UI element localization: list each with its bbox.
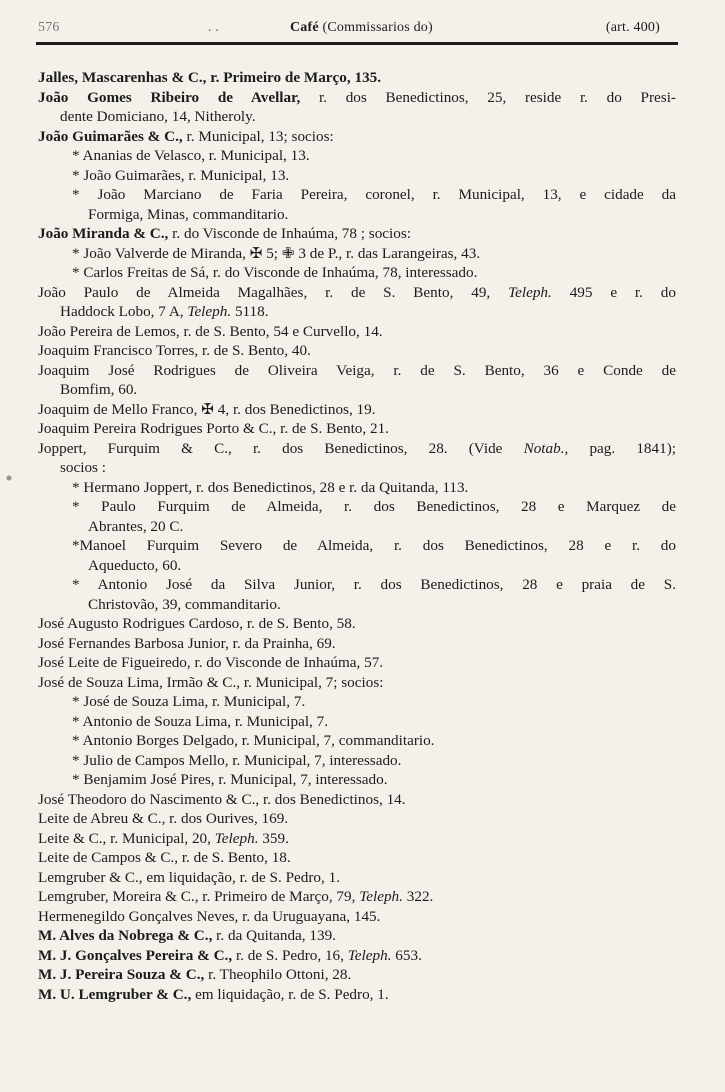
entry-text: M. J. Gonçalves Pereira & C., <box>38 946 236 964</box>
entry-line <box>36 634 676 654</box>
entry-line <box>36 322 676 342</box>
article-number: (art. 400) <box>605 20 660 35</box>
entry-text: dente Domiciano, 14, Nitheroly. <box>60 108 256 125</box>
entry-line <box>36 770 676 790</box>
entry-line <box>36 712 676 732</box>
entry-line <box>36 263 676 283</box>
entry-line <box>36 751 676 771</box>
entry-line <box>36 517 676 537</box>
entry-line <box>36 88 676 108</box>
entry-line <box>36 166 676 186</box>
entry-text: r. Municipal, 13; socios: <box>186 127 334 145</box>
header-rule <box>36 42 678 45</box>
entry-text: M. J. Pereira Souza & C., <box>38 966 209 983</box>
entry-line <box>36 400 676 420</box>
entry-line <box>36 283 676 303</box>
entry-text: r. Theophilo Ottoni, 28. <box>208 966 352 983</box>
entry-text: José Fernandes Barbosa Junior, r. da Prainha, 69. <box>38 634 336 652</box>
entry-text: João Paulo de Almeida Magalhães, r. de S. Bento, 49, <box>38 283 509 301</box>
entry-text: socios : <box>60 459 106 476</box>
entry-text: Haddock Lobo, 7 A, <box>60 303 188 320</box>
entry-line <box>36 829 676 849</box>
entry-line <box>36 809 676 829</box>
entry-text: r. de S. Pedro, 16, <box>235 946 348 964</box>
entry-line <box>36 946 676 966</box>
entry-text: Leite de Campos & C., r. de S. Bento, 18. <box>38 849 291 866</box>
entry-text: Leite & C., r. Municipal, 20, <box>38 829 215 847</box>
entry-text: José de Souza Lima, Irmão & C., r. Municipal, 7; socios: <box>38 673 384 691</box>
entry-text: João Pereira de Lemos, r. de S. Bento, 54 e Curvello, 14. <box>38 322 383 340</box>
entry-text: * Ananias de Velasco, r. Municipal, 13. <box>72 147 310 164</box>
entry-line <box>36 458 676 478</box>
entry-line <box>36 185 676 205</box>
entry-line <box>36 302 676 322</box>
entry-line <box>36 868 676 888</box>
entry-text: Joaquim de Mello Franco, ✠ 4, r. dos Benedictinos, 19. <box>38 400 376 418</box>
entry-text: 653. <box>391 946 422 964</box>
entry-line <box>36 926 676 946</box>
entry-line <box>36 205 676 225</box>
entry-line <box>36 556 676 576</box>
entry-text: r. da Quitanda, 139. <box>216 927 336 944</box>
entry-text: , pag. 1841); <box>564 439 676 457</box>
entry-text: Lemgruber & C., em liquidação, r. de S. Pedro, 1. <box>38 868 340 886</box>
entry-text: * Paulo Furquim de Almeida, r. dos Benedictinos, 28 e Marquez de <box>72 498 676 515</box>
entry-line <box>36 341 676 361</box>
entry-line <box>36 673 676 693</box>
entry-text: João Guimarães & C., <box>38 127 187 145</box>
entry-text: Teleph. <box>508 283 552 301</box>
title-subtitle: (Commissarios do) <box>322 20 433 35</box>
entry-text: M. Alves da Nobrega & C., <box>38 927 217 944</box>
header-dots: . . <box>208 20 220 35</box>
entry-text: * José de Souza Lima, r. Municipal, 7. <box>72 693 306 710</box>
title-main: Café <box>290 20 319 35</box>
entry-line <box>36 497 676 517</box>
page-header <box>36 20 690 44</box>
entry-line <box>36 361 676 381</box>
entry-line <box>36 595 676 615</box>
entry-text: *Manoel Furquim Severo de Almeida, r. dos Benedictinos, 28 e r. do <box>72 537 676 554</box>
entry-text: José Augusto Rodrigues Cardoso, r. de S. Bento, 58. <box>38 615 356 632</box>
entry-line <box>36 419 676 439</box>
entry-text: r. dos Benedictinos, 25, reside r. do Presi- <box>318 88 676 106</box>
entry-line <box>36 224 676 244</box>
entry-line <box>36 536 676 556</box>
entry-line <box>36 614 676 634</box>
entry-text: José Leite de Figueiredo, r. do Visconde de Inhaúma, 57. <box>38 654 384 671</box>
entry-text: 322. <box>402 888 434 905</box>
entry-line <box>36 692 676 712</box>
entry-text: Abrantes, 20 C. <box>88 517 184 535</box>
entry-text: 359. <box>258 829 289 847</box>
entry-line <box>36 887 676 907</box>
entry-text: * Carlos Freitas de Sá, r. do Visconde de Inhaúma, 78, interessado. <box>72 264 478 281</box>
entry-text: Formiga, Minas, commanditario. <box>88 205 289 223</box>
entry-text: Joppert, Furquim & C., r. dos Benedictinos, 28. (Vide <box>38 439 524 457</box>
entry-text: * Antonio Borges Delgado, r. Municipal, 7, commanditario. <box>72 732 435 749</box>
entry-line <box>36 653 676 673</box>
entry-line <box>36 68 676 88</box>
entry-line <box>36 439 676 459</box>
entry-text: João Gomes Ribeiro de Avellar, <box>38 88 319 106</box>
entry-text: José Theodoro do Nascimento & C., r. dos Benedictinos, 14. <box>38 790 406 808</box>
directory-entries <box>36 68 676 1004</box>
page-number: 576 <box>38 20 60 35</box>
entry-line <box>36 965 676 985</box>
entry-line <box>36 907 676 927</box>
entry-text: Jalles, Mascarenhas & C., r. Primeiro de Março, 135. <box>38 69 382 86</box>
entry-line <box>36 146 676 166</box>
entry-line <box>36 127 676 147</box>
entry-text: Aqueducto, 60. <box>88 556 182 574</box>
entry-text: Teleph. <box>187 303 232 320</box>
entry-text: * João Guimarães, r. Municipal, 13. <box>72 166 290 184</box>
entry-line <box>36 478 676 498</box>
entry-line <box>36 985 676 1005</box>
entry-text: Christovão, 39, commanditario. <box>88 595 281 613</box>
entry-text: * Hermano Joppert, r. dos Benedictinos, 28 e r. da Quitanda, 113. <box>72 478 469 496</box>
entry-text: Lemgruber, Moreira & C., r. Primeiro de Março, 79, <box>38 888 360 905</box>
entry-line <box>36 790 676 810</box>
entry-text: * Benjamim José Pires, r. Municipal, 7, interessado. <box>72 771 388 788</box>
entry-text: 5118. <box>231 303 269 320</box>
entry-line <box>36 107 676 127</box>
entry-text: * João Marciano de Faria Pereira, coronel, r. Municipal, 13, e cidade da <box>72 186 676 203</box>
entry-text: * João Valverde de Miranda, ✠ 5; ✙ 3 de P., r. das Larangeiras, 43. <box>72 244 481 262</box>
entry-line <box>36 731 676 751</box>
entry-text: João Miranda & C., <box>38 225 173 242</box>
entry-text: * Antonio José da Silva Junior, r. dos Benedictinos, 28 e praia de S. <box>72 576 676 593</box>
entry-text: 495 e r. do <box>551 283 676 301</box>
ink-blot <box>4 470 14 486</box>
entry-line <box>36 380 676 400</box>
entry-text: Leite de Abreu & C., r. dos Ourives, 169. <box>38 810 289 827</box>
entry-text: * Julio de Campos Mello, r. Municipal, 7, interessado. <box>72 751 402 769</box>
entry-line <box>36 848 676 868</box>
entry-text: Hermenegildo Gonçalves Neves, r. da Uruguayana, 145. <box>38 907 381 925</box>
entry-text: Teleph. <box>214 829 259 847</box>
entry-text: Notab. <box>523 439 565 457</box>
entry-line <box>36 244 676 264</box>
page-title <box>290 20 433 36</box>
entry-text: Joaquim Francisco Torres, r. de S. Bento, 40. <box>38 342 311 359</box>
entry-text: em liquidação, r. de S. Pedro, 1. <box>195 985 389 1003</box>
entry-text: Teleph. <box>347 946 392 964</box>
entry-text: M. U. Lemgruber & C., <box>38 985 196 1003</box>
entry-line <box>36 575 676 595</box>
entry-text: Joaquim José Rodrigues de Oliveira Veiga, r. de S. Bento, 36 e Conde de <box>38 361 676 379</box>
entry-text: r. do Visconde de Inhaúma, 78 ; socios: <box>172 225 411 242</box>
entry-text: Teleph. <box>359 888 403 905</box>
entry-text: Bomfim, 60. <box>60 381 138 398</box>
entry-text: Joaquim Pereira Rodrigues Porto & C., r. de S. Bento, 21. <box>38 420 389 437</box>
entry-text: * Antonio de Souza Lima, r. Municipal, 7. <box>72 712 329 730</box>
